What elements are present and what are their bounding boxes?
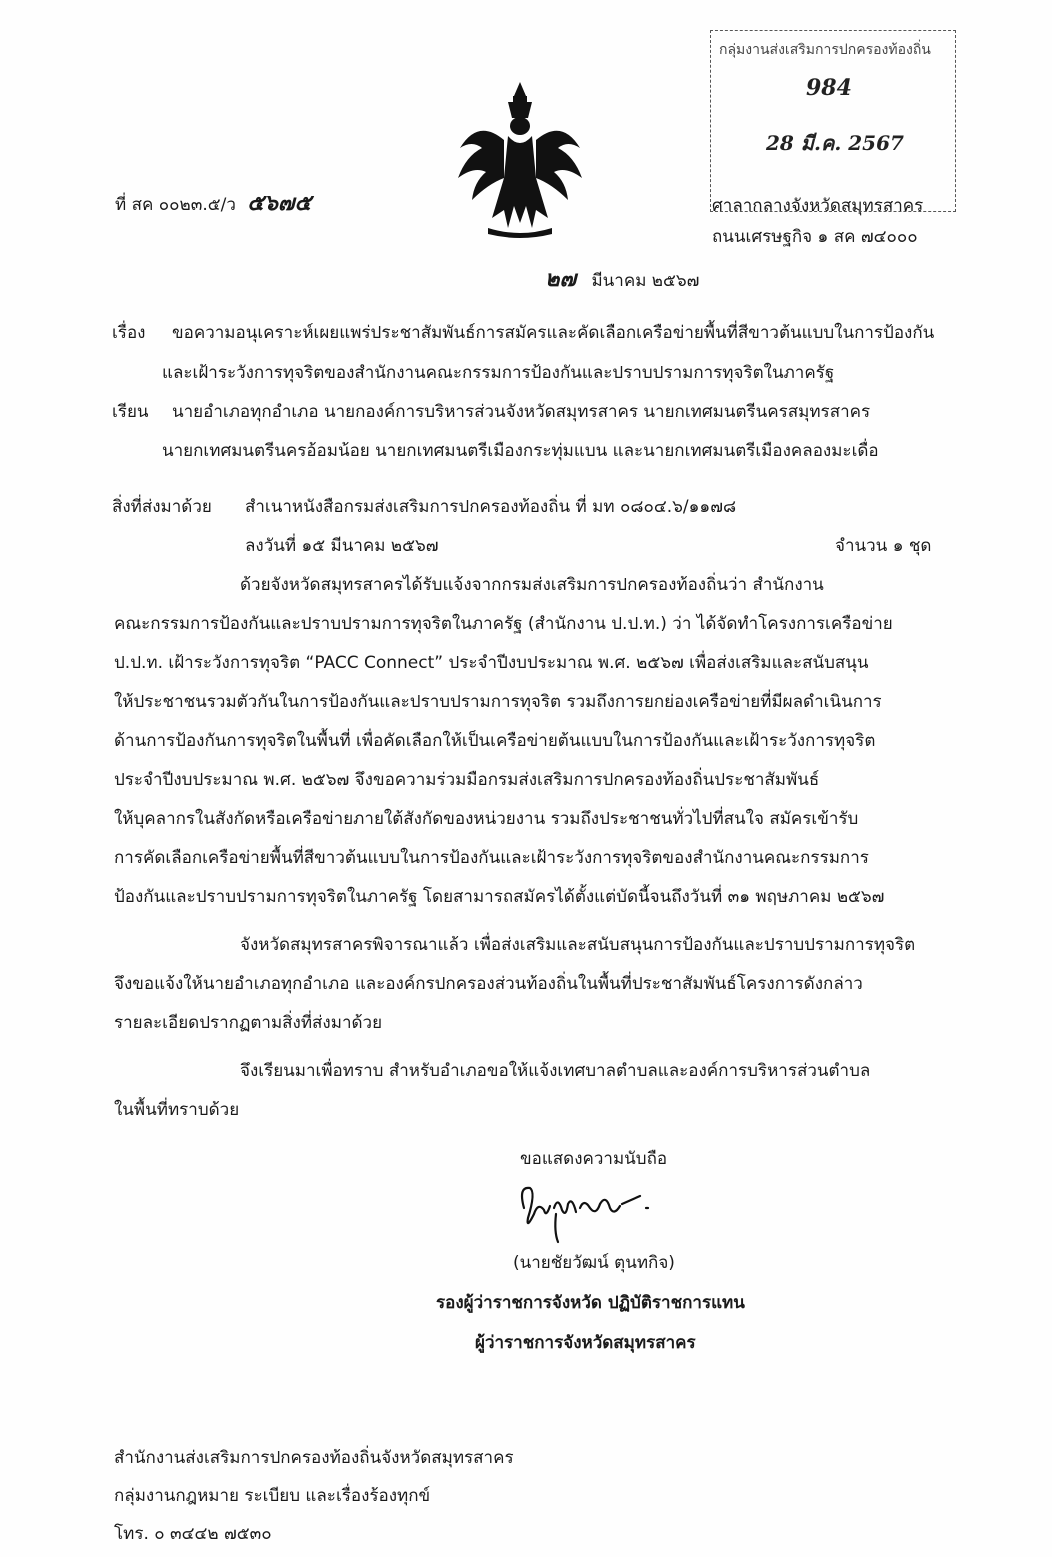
enclosure-line-2: ลงวันที่ ๑๕ มีนาคม ๒๕๖๗ — [245, 536, 439, 556]
body-p2-line: รายละเอียดปรากฏตามสิ่งที่ส่งมาด้วย — [114, 1013, 383, 1033]
footer-office: สำนักงานส่งเสริมการปกครองท้องถิ่นจังหวัดสมุทรสาคร — [114, 1448, 514, 1468]
body-p1-line: ให้ประชาชนรวมตัวกันในการป้องกันและปราบปรามการทุจริต รวมถึงการยกย่องเครือข่ายที่มีผลดำเนินการ — [114, 692, 882, 712]
body-p3-line: จึงเรียนมาเพื่อทราบ สำหรับอำเภอขอให้แจ้งเทศบาลตำบลและองค์การบริหารส่วนตำบล — [240, 1061, 871, 1081]
signatory-title-2: ผู้ว่าราชการจังหวัดสมุทรสาคร — [475, 1333, 696, 1353]
signature-icon — [510, 1178, 660, 1246]
date-month-year: มีนาคม ๒๕๖๗ — [591, 271, 700, 291]
signatory-title-1: รองผู้ว่าราชการจังหวัด ปฏิบัติราชการแทน — [436, 1293, 745, 1313]
address-line-2: ถนนเศรษฐกิจ ๑ สค ๗๔๐๐๐ — [712, 227, 918, 247]
to-line-1: นายอำเภอทุกอำเภอ นายกองค์การบริหารส่วนจังหวัดสมุทรสาคร นายกเทศมนตรีนครสมุทรสาคร — [172, 402, 871, 422]
body-p1-line: ด้วยจังหวัดสมุทรสาครได้รับแจ้งจากกรมส่งเสริมการปกครองท้องถิ่นว่า สำนักงาน — [240, 575, 824, 595]
subject-line-1: ขอความอนุเคราะห์เผยแพร่ประชาสัมพันธ์การสมัครและคัดเลือกเครือข่ายพื้นที่สีขาวต้นแบบในการป้องกัน — [172, 323, 935, 343]
body-p1-line: ให้บุคลากรในสังกัดหรือเครือข่ายภายใต้สังกัดของหน่วยงาน รวมถึงประชาชนทั่วไปที่สนใจ สมัครเข้ารับ — [114, 809, 859, 829]
receiving-stamp — [710, 30, 956, 212]
footer-phone: โทร. ๐ ๓๔๔๒ ๗๕๓๐ — [114, 1524, 272, 1544]
body-p1-line: ประจำปีงบประมาณ พ.ศ. ๒๕๖๗ จึงขอความร่วมมือกรมส่งเสริมการปกครองท้องถิ่นประชาสัมพันธ์ — [114, 770, 820, 790]
body-p1-line: การคัดเลือกเครือข่ายพื้นที่สีขาวต้นแบบในการป้องกันและเฝ้าระวังการทุจริตของสำนักงานคณะกรรมการ — [114, 848, 869, 868]
body-p2-line: จึงขอแจ้งให้นายอำเภอทุกอำเภอ และองค์กรปกครองส่วนท้องถิ่นในพื้นที่ประชาสัมพันธ์โครงการดังกล่าว — [114, 974, 863, 994]
body-p3-line: ในพื้นที่ทราบด้วย — [114, 1100, 240, 1120]
body-p1-line: ด้านการป้องกันการทุจริตในพื้นที่ เพื่อคัดเลือกให้เป็นเครือข่ายต้นแบบในการป้องกันและเฝ้าระวังการทุจริต — [114, 731, 876, 751]
enclosure-line-1: สำเนาหนังสือกรมส่งเสริมการปกครองท้องถิ่น ที่ มท ๐๘๐๔.๖/๑๑๗๘ — [245, 497, 737, 517]
reference-number-handwritten: ๕๖๗๕ — [247, 190, 312, 216]
stamp-receive-number: 984 — [806, 75, 852, 101]
signatory-name: (นายชัยวัฒน์ ตุนทกิจ) — [513, 1253, 675, 1273]
body-p2-line: จังหวัดสมุทรสาครพิจารณาแล้ว เพื่อส่งเสริมและสนับสนุนการป้องกันและปราบปรามการทุจริต — [240, 935, 916, 955]
date-day-handwritten: ๒๗ — [545, 266, 577, 292]
subject-label: เรื่อง — [112, 323, 146, 343]
stamp-agency: กลุ่มงานส่งเสริมการปกครองท้องถิ่น — [719, 42, 931, 58]
stamp-receive-date: 28 มี.ค. 2567 — [766, 131, 904, 155]
to-line-2: นายกเทศมนตรีนครอ้อมน้อย นายกเทศมนตรีเมืองกระทุ่มแบน และนายกเทศมนตรีเมืองคลองมะเดื่อ — [162, 441, 879, 461]
address-line-1: ศาลากลางจังหวัดสมุทรสาคร — [712, 196, 924, 216]
enclosure-label: สิ่งที่ส่งมาด้วย — [112, 497, 212, 517]
body-p1-line: ป้องกันและปราบปรามการทุจริตในภาครัฐ โดยสามารถสมัครได้ตั้งแต่บัดนี้จนถึงวันที่ ๓๑ พฤษภาคม ๒๕๖๗ — [114, 887, 885, 907]
body-p1-line: คณะกรรมการป้องกันและปราบปรามการทุจริตในภาครัฐ (สำนักงาน ป.ป.ท.) ว่า ได้จัดทำโครงการเครือข่าย — [114, 614, 893, 634]
footer-group: กลุ่มงานกฎหมาย ระเบียบ และเรื่องร้องทุกข์ — [114, 1486, 431, 1506]
to-label: เรียน — [112, 402, 149, 422]
subject-line-2: และเฝ้าระวังการทุจริตของสำนักงานคณะกรรมการป้องกันและปราบปรามการทุจริตในภาครัฐ — [162, 363, 835, 383]
enclosure-quantity: จำนวน ๑ ชุด — [835, 536, 932, 556]
closing-phrase: ขอแสดงความนับถือ — [520, 1149, 668, 1169]
body-p1-line: ป.ป.ท. เฝ้าระวังการทุจริต “PACC Connect” ประจำปีงบประมาณ พ.ศ. ๒๕๖๗ เพื่อส่งเสริมและสนับสนุน — [114, 653, 869, 673]
garuda-emblem-icon — [448, 78, 593, 243]
reference-prefix: ที่ สค ๐๐๒๓.๕/ว — [115, 195, 236, 215]
